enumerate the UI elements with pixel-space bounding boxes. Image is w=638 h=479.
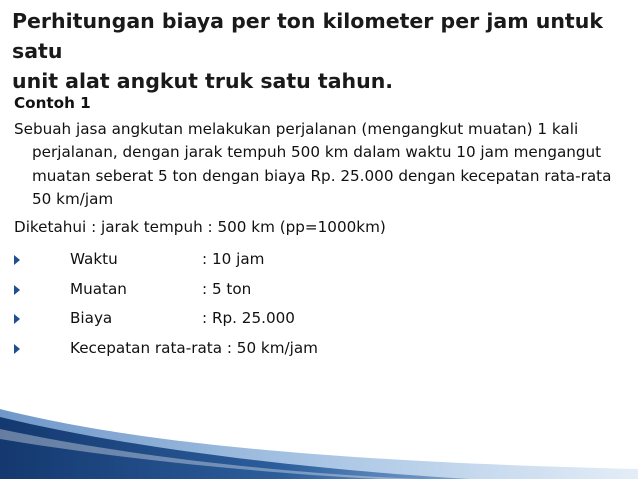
triangle-bullet-icon	[14, 314, 20, 324]
problem-paragraph: Sebuah jasa angkutan melakukan perjalanan (mengangkut muatan) 1 kali perjalanan, dengan jarak tempuh 500 km dalam waktu 10 jam mengangut muatan seberat 5 ton dengan biaya Rp. 25.000 dengan kecepatan rata-rata 50 km/jam	[14, 119, 612, 208]
list-item	[14, 245, 626, 275]
triangle-bullet-icon	[14, 285, 20, 295]
bullet-value: : Rp. 25.000	[202, 309, 295, 327]
slide-title	[12, 6, 622, 96]
triangle-bullet-icon	[14, 344, 20, 354]
bullet-label: Kecepatan rata-rata : 50 km/jam	[70, 338, 318, 357]
triangle-bullet-icon	[14, 255, 20, 265]
bullet-label: Muatan	[70, 279, 127, 298]
title-line-1: Perhitungan biaya per ton kilometer per jam untuk satu	[12, 9, 603, 63]
title-line-2: unit alat angkut truk satu tahun.	[12, 69, 394, 93]
known-line: Diketahui : jarak tempuh : 500 km (pp=1000km)	[14, 217, 386, 236]
bullet-label: Waktu	[70, 250, 118, 268]
example-heading: Contoh 1	[14, 94, 91, 112]
bullet-value: : 5 ton	[202, 279, 252, 298]
list-item	[14, 334, 626, 364]
list-item	[14, 304, 626, 334]
bullet-value: : 10 jam	[202, 250, 265, 268]
decorative-footer-swoosh	[0, 399, 638, 479]
list-item	[14, 275, 626, 305]
bullet-list	[14, 245, 626, 363]
slide-body	[14, 92, 626, 363]
bullet-label: Biaya	[70, 309, 113, 327]
